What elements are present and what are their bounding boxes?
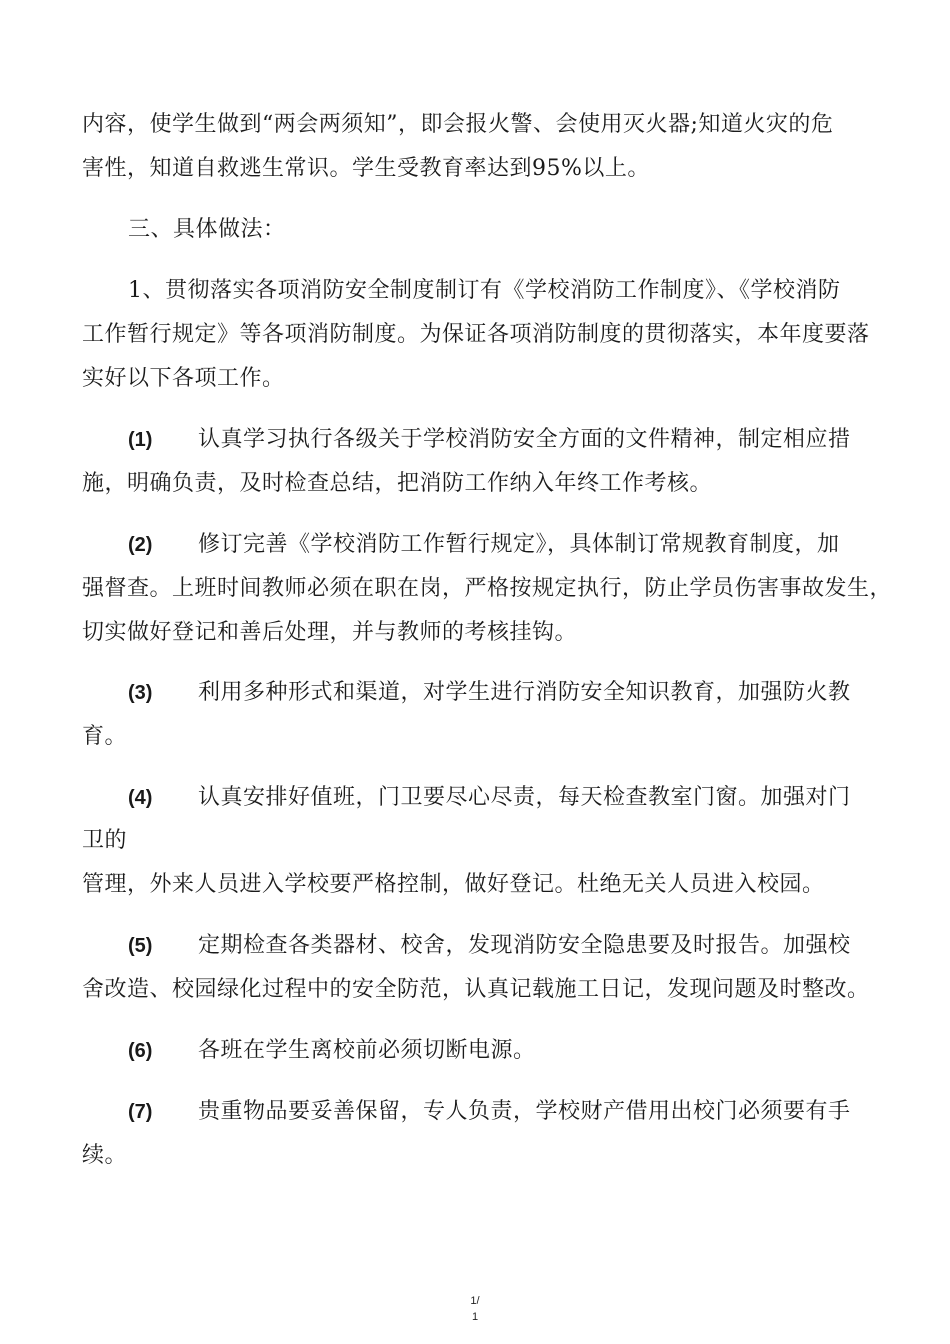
page-total: 1 xyxy=(471,1311,479,1323)
paragraph-line: 实好以下各项工作。 xyxy=(82,366,285,391)
item-line: 切实做好登记和善后处理，并与教师的考核挂钩。 xyxy=(82,620,578,645)
item-line: 各班在学生离校前必须切断电源。 xyxy=(198,1038,536,1063)
item-line: 修订完善《学校消防工作暂行规定》，具体制订常规教育制度，加 xyxy=(198,532,840,557)
item-line: 管理，外来人员进入学校要严格控制，做好登记。杜绝无关人员进入校园。 xyxy=(82,872,825,897)
item-line: 认真学习执行各级关于学校消防安全方面的文件精神，制定相应措 xyxy=(198,427,851,452)
paragraph-line: 工作暂行规定》等各项消防制度。为保证各项消防制度的贯彻落实，本年度要落 xyxy=(82,322,870,347)
paragraph-line: 害性，知道自救逃生常识。学生受教育率达到95%以上。 xyxy=(82,156,650,181)
item-number: (1) xyxy=(128,429,153,451)
item-number: (4) xyxy=(128,787,153,809)
item-line: 认真安排好值班，门卫要尽心尽责，每天检查教室门窗。加强对门 xyxy=(198,785,851,810)
item-line: 卫的 xyxy=(82,828,128,853)
item-number: (3) xyxy=(128,682,153,704)
item-line: 施，明确负责，及时检查总结，把消防工作纳入年终工作考核。 xyxy=(82,471,713,496)
item-line: 舍改造、校园绿化过程中的安全防范，认真记载施工日记，发现问题及时整改。 xyxy=(82,977,870,1002)
paragraph-line: 1、贯彻落实各项消防安全制度制订有《学校消防工作制度》、《学校消防 xyxy=(128,278,841,303)
item-number: (7) xyxy=(128,1101,153,1123)
item-number: (2) xyxy=(128,534,153,556)
page-number: 1/ xyxy=(470,1295,480,1307)
paragraph-line: 内容，使学生做到“两会两须知”，即会报火警、会使用灭火器;知道火灾的危 xyxy=(82,112,834,137)
item-number: (5) xyxy=(128,935,153,957)
item-line: 利用多种形式和渠道，对学生进行消防安全知识教育，加强防火教 xyxy=(198,680,851,705)
item-line: 贵重物品要妥善保留，专人负责，学校财产借用出校门必须要有手 xyxy=(198,1099,851,1124)
item-line: 续。 xyxy=(82,1143,128,1168)
item-line: 强督查。上班时间教师必须在职在岗，严格按规定执行，防止学员伤害事故发生， xyxy=(82,576,893,601)
item-line: 定期检查各类器材、校舍，发现消防安全隐患要及时报告。加强校 xyxy=(198,933,851,958)
section-heading: 三、具体做法： xyxy=(128,217,286,242)
item-number: (6) xyxy=(128,1040,153,1062)
item-line: 育。 xyxy=(82,724,128,749)
